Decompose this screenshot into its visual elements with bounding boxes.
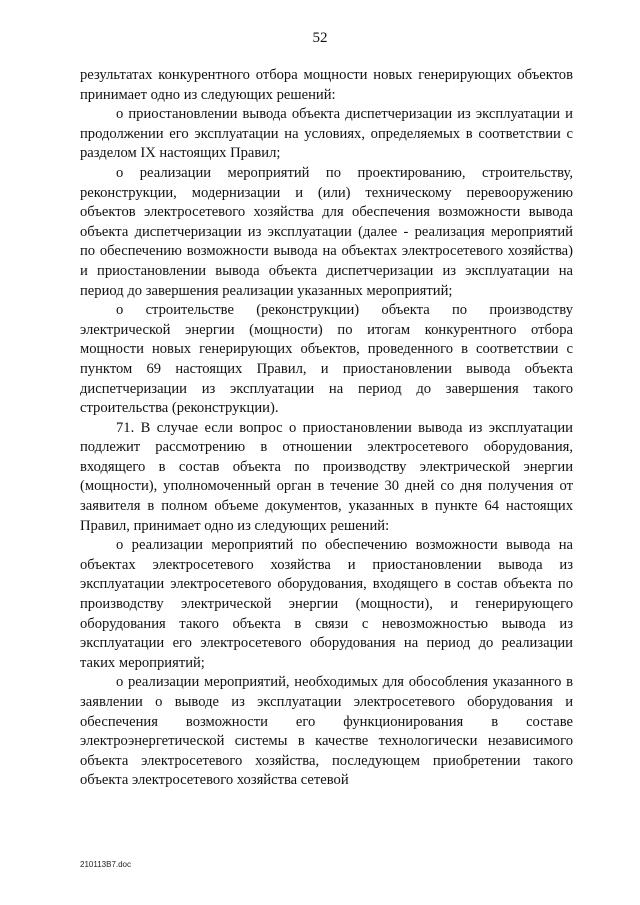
paragraph-4: о строительстве (реконструкции) объекта по производству электрической энергии (мощности) по итогам конкурентного отбора мощности новых генерирующих объектов, проведенного в соответствии с пунктом 69 настоящих Правил, и приостановлении вывода объекта диспетчеризации из эксплуатации на период до завершения такого строительства (реконструкции). xyxy=(80,302,573,417)
paragraph-2: о приостановлении вывода объекта диспетчеризации из эксплуатации и продолжении его эксплуатации на условиях, определяемых в соответствии с разделом IX настоящих Правил; xyxy=(80,106,573,162)
body-text xyxy=(80,66,573,791)
paragraph-5: 71. В случае если вопрос о приостановлении вывода из эксплуатации подлежит рассмотрению в отношении электросетевого оборудования, входящего в состав объекта по производству электрической энергии (мощности), уполномоченный орган в течение 30 дней со дня получения от заявителя в полном объеме документов, указанных в пункте 64 настоящих Правил, принимает одно из следующих решений: xyxy=(80,419,573,534)
paragraph-6: о реализации мероприятий по обеспечению возможности вывода на объектах электросетевого хозяйства и приостановлении вывода из эксплуатации электросетевого оборудования, входящего в состав объекта по производству электрической энергии (мощности), и генерирующего оборудования такого объекта в связи с невозможностью вывода из эксплуатации его электросетевого оборудования на период до реализации таких мероприятий; xyxy=(80,537,573,671)
page-number: 52 xyxy=(312,30,328,46)
paragraph-3: о реализации мероприятий по проектированию, строительству, реконструкции, модернизации и (или) техническому перевооружению объектов электросетевого хозяйства для обеспечения возможности вывода объекта диспетчеризации из эксплуатации (далее - реализация мероприятий по обеспечению возможности вывода на объектах электросетевого хозяйства) и приостановлении вывода объекта диспетчеризации из эксплуатации на период до завершения реализации указанных мероприятий; xyxy=(80,164,573,299)
paragraph-7: о реализации мероприятий, необходимых для обособления указанного в заявлении о выводе из эксплуатации электросетевого оборудования и обеспечения возможности его функционирования в составе электроэнергетической системы в качестве технологически независимого объекта электросетевого хозяйства, последующем приобретении такого объекта электросетевого хозяйства сетевой xyxy=(80,674,573,789)
document-code: 210113B7.doc xyxy=(80,860,132,869)
paragraph-1: результатах конкурентного отбора мощности новых генерирующих объектов принимает одно из следующих решений: xyxy=(80,67,573,103)
